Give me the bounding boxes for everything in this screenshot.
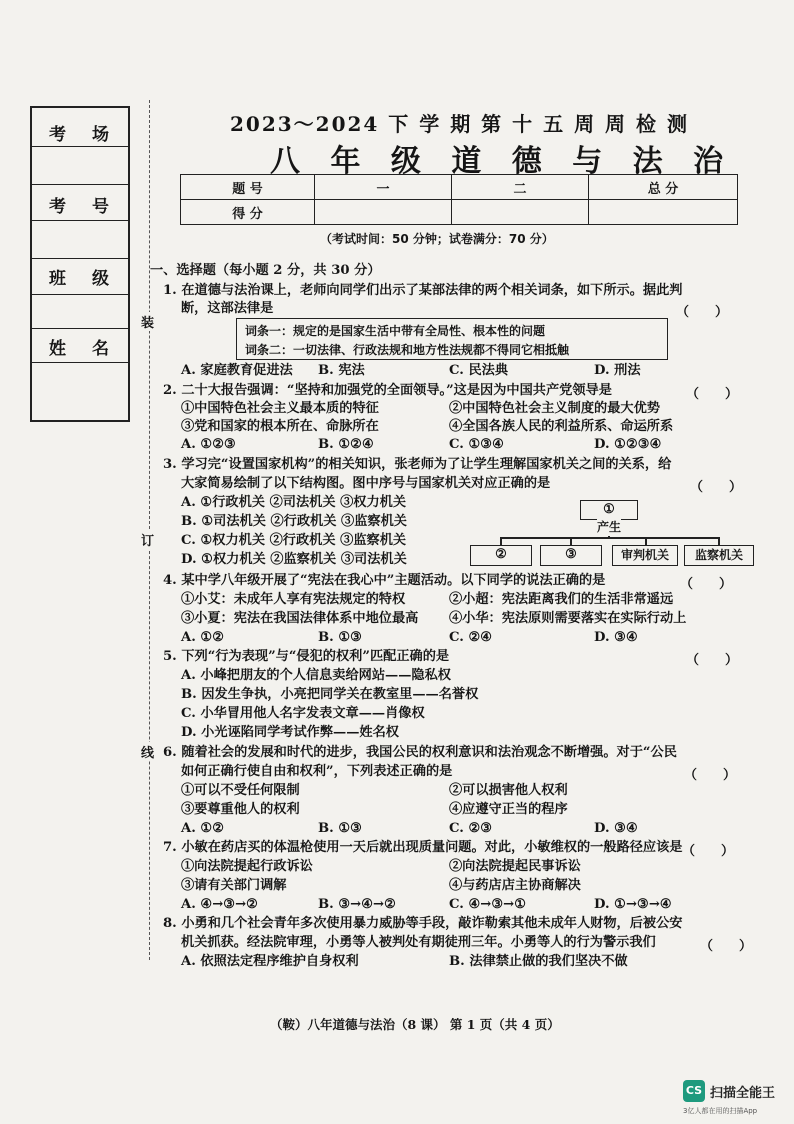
info-divider xyxy=(32,362,128,363)
option-a: A. ④→③→② xyxy=(181,897,258,912)
page-footer: （鞍）八年道德与法治（8 课） 第 1 页（共 4 页） xyxy=(270,1017,560,1032)
score-cell xyxy=(452,200,589,225)
statement: ④与药店店主协商解决 xyxy=(449,878,581,893)
statement: ①中国特色社会主义最本质的特征 xyxy=(181,401,379,416)
diagram-connector xyxy=(500,537,502,545)
option-b: B. ①司法机关 ②行政机关 ③监察机关 xyxy=(181,514,407,529)
term-box xyxy=(236,318,668,360)
diagram-connector xyxy=(500,537,718,539)
question-2-stem: 2. 二十大报告强调：“坚持和加强党的全面领导。”这是因为中国共产党领导是 xyxy=(163,383,612,398)
answer-bracket: （ ） xyxy=(690,480,743,495)
question-6-stem: 如何正确行使自由和权利”，下列表述正确的是 xyxy=(181,764,453,779)
diagram-node: ② xyxy=(470,545,532,566)
statement: ①小艾：未成年人享有宪法规定的特权 xyxy=(181,592,406,607)
answer-bracket: （ ） xyxy=(684,768,737,783)
section-heading: 一、选择题（每小题 2 分，共 30 分） xyxy=(150,263,381,278)
answer-bracket: （ ） xyxy=(682,844,735,859)
option-a: A. 依照法定程序维护自身权利 xyxy=(181,954,359,969)
answer-bracket: （ ） xyxy=(686,653,739,668)
info-label-name: 姓 名 xyxy=(49,339,119,359)
diagram-node: ③ xyxy=(540,545,602,566)
option-d: D. ①②③④ xyxy=(594,437,662,452)
info-divider xyxy=(32,258,128,259)
binding-mark-xian: 线 xyxy=(141,742,154,761)
statement: ④应遵守正当的程序 xyxy=(449,802,568,817)
option-c: C. ①③④ xyxy=(449,437,504,452)
diagram-node-top: ① xyxy=(580,500,638,520)
option-d: D. 刑法 xyxy=(594,363,641,378)
option-c: C. ②④ xyxy=(449,630,493,645)
option-b: B. ①②④ xyxy=(318,437,374,452)
option-c: C. ②③ xyxy=(449,821,493,836)
question-3-stem: 大家简易绘制了以下结构图。图中序号与国家机关对应正确的是 xyxy=(181,476,551,491)
statement: ②可以损害他人权利 xyxy=(449,783,568,798)
info-label-class: 班 级 xyxy=(49,269,119,289)
option-a: A. ①行政机关 ②司法机关 ③权力机关 xyxy=(181,495,407,510)
answer-bracket: （ ） xyxy=(686,387,739,402)
option-d: D. ①→③→④ xyxy=(594,897,672,912)
option-d: D. 小光诬陷同学考试作弊——姓名权 xyxy=(181,725,399,740)
question-8-stem: 机关抓获。经法院审理，小勇等人被判处有期徒刑三年。小勇等人的行为警示我们 xyxy=(181,935,656,950)
subject-title: 八 年 级 道 德 与 法 治 xyxy=(270,144,734,179)
statement: ②中国特色社会主义制度的最大优势 xyxy=(449,401,660,416)
answer-bracket: （ ） xyxy=(700,939,753,954)
statement: ④全国各族人民的利益所系、命运所系 xyxy=(449,419,674,434)
option-a: A. ①② xyxy=(181,630,225,645)
question-3-stem: 3. 学习完“设置国家机构”的相关知识，张老师为了让学生理解国家机关之间的关系，给 xyxy=(163,457,672,472)
score-header-part1: 一 xyxy=(315,175,452,200)
statement: ③小夏：宪法在我国法律体系中地位最高 xyxy=(181,611,419,626)
diagram-connector xyxy=(718,537,720,545)
exam-info: （考试时间：50 分钟；试卷满分：70 分） xyxy=(320,232,554,246)
exam-title: 2023～2024 下 学 期 第 十 五 周 周 检 测 xyxy=(230,112,689,136)
binding-mark-ding: 订 xyxy=(141,530,154,549)
score-header-part2: 二 xyxy=(452,175,589,200)
score-table xyxy=(180,174,738,225)
diagram-node: 审判机关 xyxy=(612,545,678,566)
option-a: A. 家庭教育促进法 xyxy=(181,363,293,378)
statement: ①向法院提起行政诉讼 xyxy=(181,859,313,874)
info-divider xyxy=(32,328,128,329)
statement: ②向法院提起民事诉讼 xyxy=(449,859,581,874)
statement: ④小华：宪法原则需要落实在实际行动上 xyxy=(449,611,687,626)
option-c: C. ①权力机关 ②行政机关 ③监察机关 xyxy=(181,533,407,548)
question-6-stem: 6. 随着社会的发展和时代的进步，我国公民的权利意识和法治观念不断增强。对于“公民 xyxy=(163,745,677,760)
question-1-stem: 断，这部法律是 xyxy=(181,301,274,316)
option-b: B. 宪法 xyxy=(318,363,365,378)
answer-bracket: （ ） xyxy=(680,577,733,592)
score-cell xyxy=(315,200,452,225)
statement: ③请有关部门调解 xyxy=(181,878,287,893)
statement: ①可以不受任何限制 xyxy=(181,783,300,798)
diagram-connector xyxy=(645,537,647,545)
question-8-stem: 8. 小勇和几个社会青年多次使用暴力威胁等手段，敲诈勒索其他未成年人财物，后被公安 xyxy=(163,916,683,931)
score-header-question: 题 号 xyxy=(181,175,315,200)
info-label-exam-room: 考 场 xyxy=(49,125,119,145)
answer-bracket: （ ） xyxy=(676,305,729,320)
term-entry: 词条二：一切法律、行政法规和地方性法规都不得同它相抵触 xyxy=(245,343,570,357)
statement: ③党和国家的根本所在、命脉所在 xyxy=(181,419,379,434)
option-b: B. ①③ xyxy=(318,630,362,645)
score-cell xyxy=(589,200,738,225)
info-divider xyxy=(32,146,128,147)
option-d: D. ③④ xyxy=(594,821,638,836)
statement: ②小超：宪法距离我们的生活非常遥远 xyxy=(449,592,674,607)
option-a: A. 小峰把朋友的个人信息卖给网站——隐私权 xyxy=(181,668,451,683)
option-a: A. ①②③ xyxy=(181,437,236,452)
option-b: B. 因发生争执，小亮把同学关在教室里——名誉权 xyxy=(181,687,479,702)
option-d: D. ①权力机关 ②监察机关 ③司法机关 xyxy=(181,552,407,567)
camscanner-name: 扫描全能王 xyxy=(710,1086,776,1101)
diagram-connector xyxy=(570,537,572,545)
score-header-total: 总 分 xyxy=(589,175,738,200)
question-1-stem: 1. 在道德与法治课上，老师向同学们出示了某部法律的两个相关词条，如下所示。据此判 xyxy=(163,283,683,298)
info-divider xyxy=(32,184,128,185)
term-entry: 词条一：规定的是国家生活中带有全局性、根本性的问题 xyxy=(245,324,546,338)
camscanner-tagline: 3亿人都在用的扫描App xyxy=(683,1107,758,1115)
info-label-exam-number: 考 号 xyxy=(49,197,119,217)
statement: ③要尊重他人的权利 xyxy=(181,802,300,817)
option-a: A. ①② xyxy=(181,821,225,836)
question-4-stem: 4. 某中学八年级开展了“宪法在我心中”主题活动。以下同学的说法正确的是 xyxy=(163,573,606,588)
question-5-stem: 5. 下列“行为表现”与“侵犯的权利”匹配正确的是 xyxy=(163,649,450,664)
binding-mark-zhuang: 装 xyxy=(141,312,154,331)
score-label-points: 得 分 xyxy=(181,200,315,225)
option-c: C. ④→③→① xyxy=(449,897,527,912)
question-7-stem: 7. 小敏在药店买的体温枪使用一天后就出现质量问题。对此，小敏维权的一般路径应该是 xyxy=(163,840,683,855)
student-info-box xyxy=(30,106,130,422)
option-c: C. 小华冒用他人名字发表文章——肖像权 xyxy=(181,706,425,721)
info-divider xyxy=(32,294,128,295)
option-b: B. ①③ xyxy=(318,821,362,836)
option-b: B. 法律禁止做的我们坚决不做 xyxy=(449,954,628,969)
info-divider xyxy=(32,220,128,221)
camscanner-logo-icon: CS xyxy=(683,1080,705,1102)
option-b: B. ③→④→② xyxy=(318,897,396,912)
diagram-edge-label: 产生 xyxy=(597,520,622,534)
option-d: D. ③④ xyxy=(594,630,638,645)
diagram-node: 监察机关 xyxy=(684,545,754,566)
option-c: C. 民法典 xyxy=(449,363,509,378)
